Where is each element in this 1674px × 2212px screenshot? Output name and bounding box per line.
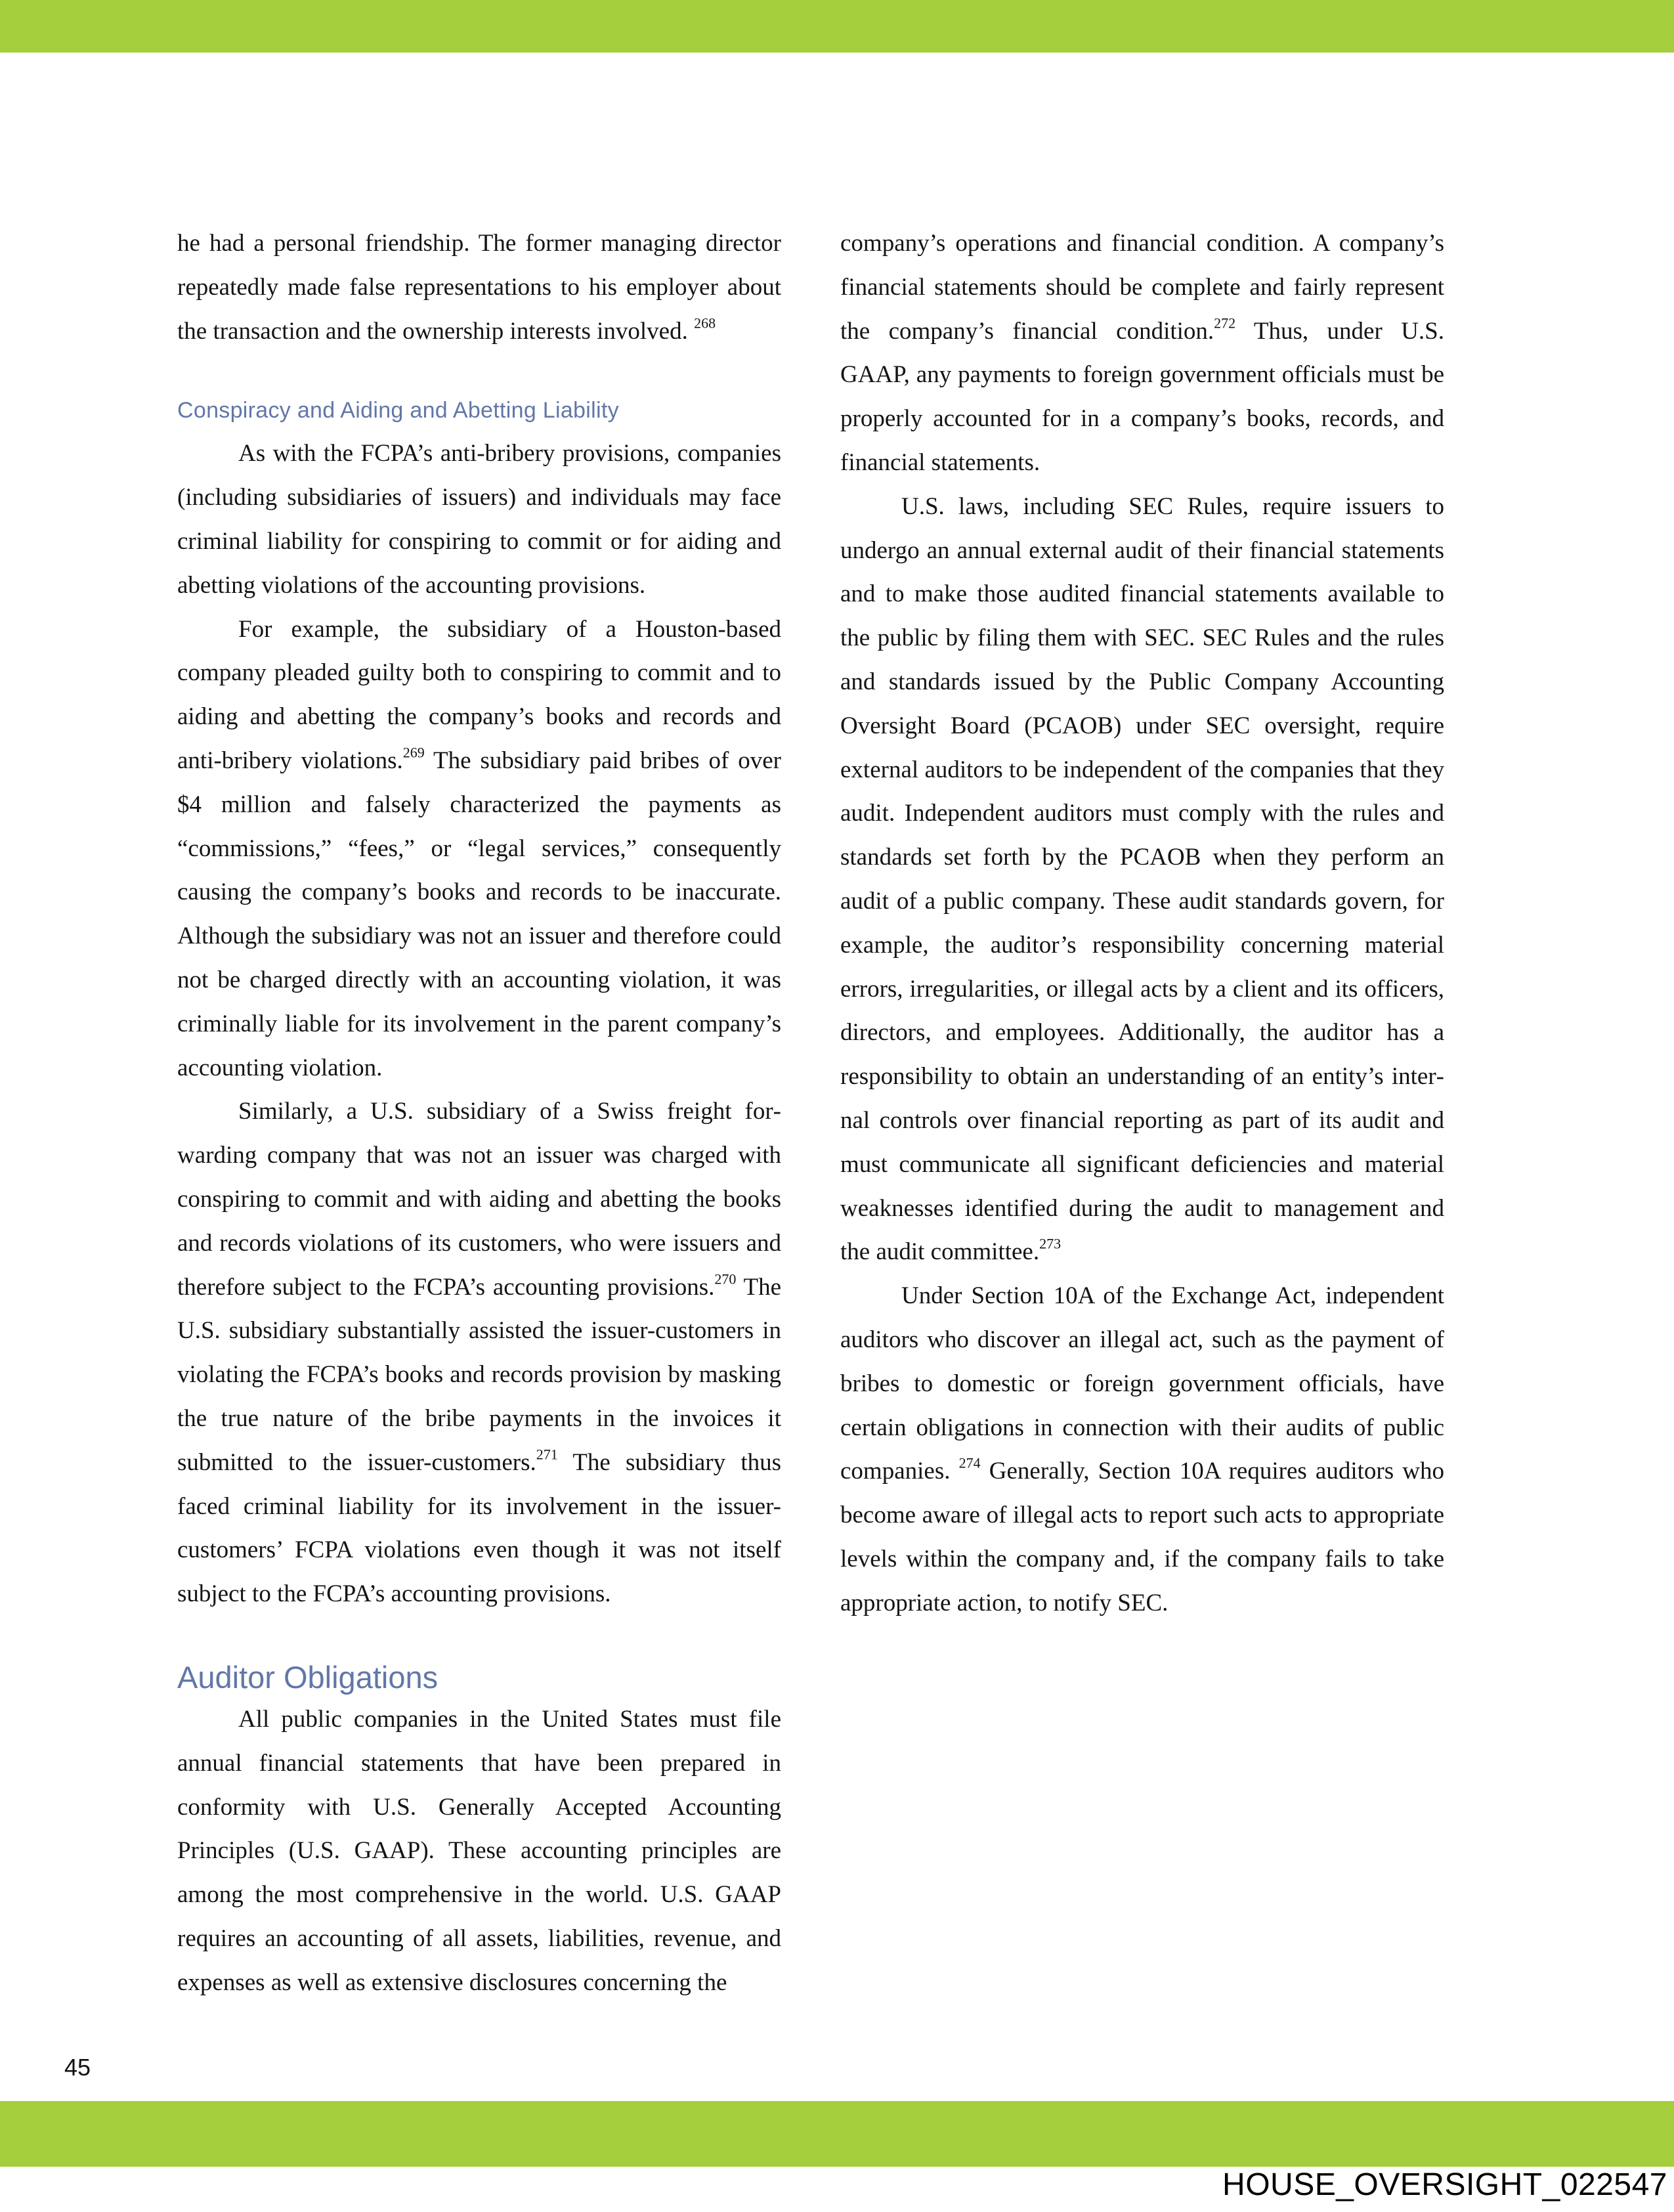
footnote-ref[interactable]: 272 — [1214, 314, 1236, 332]
paragraph-text: Similarly, a U.S. subsidiary of a Swiss freight forwarding company that was not an issuer was charged with conspiring to commit and with aiding and abetting the books and records violations of its customers, who were issuers and therefore subject to the FCPA’s accounting provisions. — [177, 1098, 781, 1301]
paragraph-text: Thus, under U.S. GAAP, any payments to foreign government officials must be properly accounted for in a company’s books, records, and financial statements. — [840, 317, 1444, 476]
bottom-green-band — [0, 2101, 1674, 2167]
paragraph — [840, 485, 1444, 1274]
paragraph-text: For example, the subsidiary of a Houston-based company pleaded guilty both to conspiring to commit and to aiding and abetting the company’s books and records and anti-bribery violations. — [177, 615, 781, 774]
paragraph-text: he had a personal friendship. The former managing director repeatedly made false representations to his employer about the transaction and the ownership interests involved. — [177, 230, 781, 345]
paragraph — [177, 608, 781, 1091]
paragraph-text: The subsidiary paid bribes of over $4 million and falsely characterized the payments as “commissions,” “fees,” or “legal services,” consequently causing the company’s books and records to be inaccurate. Although the subsidiary was not an issuer and therefore could not be charged directly with an accounting violation, it was criminally liable for its involvement in the parent company’s accounting violation. — [177, 747, 781, 1081]
paragraph: As with the FCPA’s anti-bribery provisions, companies (including subsidiaries of issuers) and individuals may face criminal liability for conspiring to commit or for aiding and abetting violations of the accounting provisions. — [177, 440, 781, 599]
paragraph-text: Under Section 10A of the Exchange Act, independent auditors who discover an illegal act, such as the payment of bribes to domestic or foreign government officials, have certain obligations in connection with their audits of public companies. — [840, 1282, 1444, 1485]
footnote-ref[interactable]: 270 — [714, 1270, 737, 1288]
footnote-ref[interactable]: 268 — [694, 314, 716, 332]
footnote-ref[interactable]: 273 — [1039, 1235, 1062, 1252]
top-green-band — [0, 0, 1674, 53]
paragraph-text: Generally, Section 10A requires auditors who become aware of illegal acts to report such acts to appropriate levels within the company and, if the company fails to take appropriate action, to notify SEC. — [840, 1458, 1445, 1616]
paragraph-text: The U.S. subsidiary substantially assisted the issuer-customers in violating the FCPA’s books and records provision by masking the true nature of the bribe payments in the invoices it submitted to the issuer-customers. — [177, 1273, 781, 1476]
paragraph — [840, 1274, 1444, 1625]
paragraph-continued — [840, 222, 1444, 485]
paragraph-text: The subsidiary thus faced criminal liability for its involvement in the issuer-customers’ FCPA violations even though it was not itself subject to the FCPA’s accounting provisions. — [177, 1448, 781, 1608]
bates-stamp: HOUSE_OVERSIGHT_022547 — [1222, 2167, 1667, 2202]
footnote-ref[interactable]: 271 — [536, 1446, 558, 1463]
paragraph-text: U.S. laws, including SEC Rules, require issuers to undergo an annual external audit of their financial statements and to make those audited financial statements available to the public by filing them with SEC. SEC Rules and the rules and standards issued by the Public Company Accounting Oversight Board (PCAOB) under SEC oversight, require external auditors to be independent of the companies that they audit. Independent auditors must comply with the rules and standards set forth by the PCAOB when they perform an audit of a public company. These audit standards govern, for example, the auditor’s responsibility concerning material errors, irregularities, or illegal acts by a client and its officers, directors, and employees. Additionally, the auditor has a responsibility to obtain an understanding of an entity’s internal controls over financial reporting as part of its audit and must communicate all significant deficiencies and material weaknesses identified during the audit to management and the audit committee. — [840, 492, 1444, 1266]
section-heading-auditor-obligations: Auditor Obligations — [177, 1659, 439, 1695]
left-column — [177, 222, 781, 2005]
paragraph-text: company’s operations and financial condition. A company’s financial statements should be complete and fairly represent the company’s financial condition. — [840, 230, 1444, 345]
section-heading-conspiracy: Conspiracy and Aiding and Abetting Liability — [177, 398, 619, 423]
footnote-ref[interactable]: 274 — [958, 1454, 981, 1471]
footnote-ref[interactable]: 269 — [402, 744, 425, 761]
paragraph-continued — [177, 222, 781, 353]
right-column — [840, 222, 1444, 1626]
page-number: 45 — [64, 2054, 91, 2081]
paragraph: All public companies in the United States must file annual financial statements that have been prepared in conformity with U.S. Generally Accepted Accounting Principles (U.S. GAAP). These accounting principles are among the most comprehensive in the world. U.S. GAAP requires an accounting of all assets, liabilities, revenue, and expenses as well as extensive disclosures concerning the — [177, 1705, 781, 1996]
paragraph — [177, 1090, 781, 1616]
